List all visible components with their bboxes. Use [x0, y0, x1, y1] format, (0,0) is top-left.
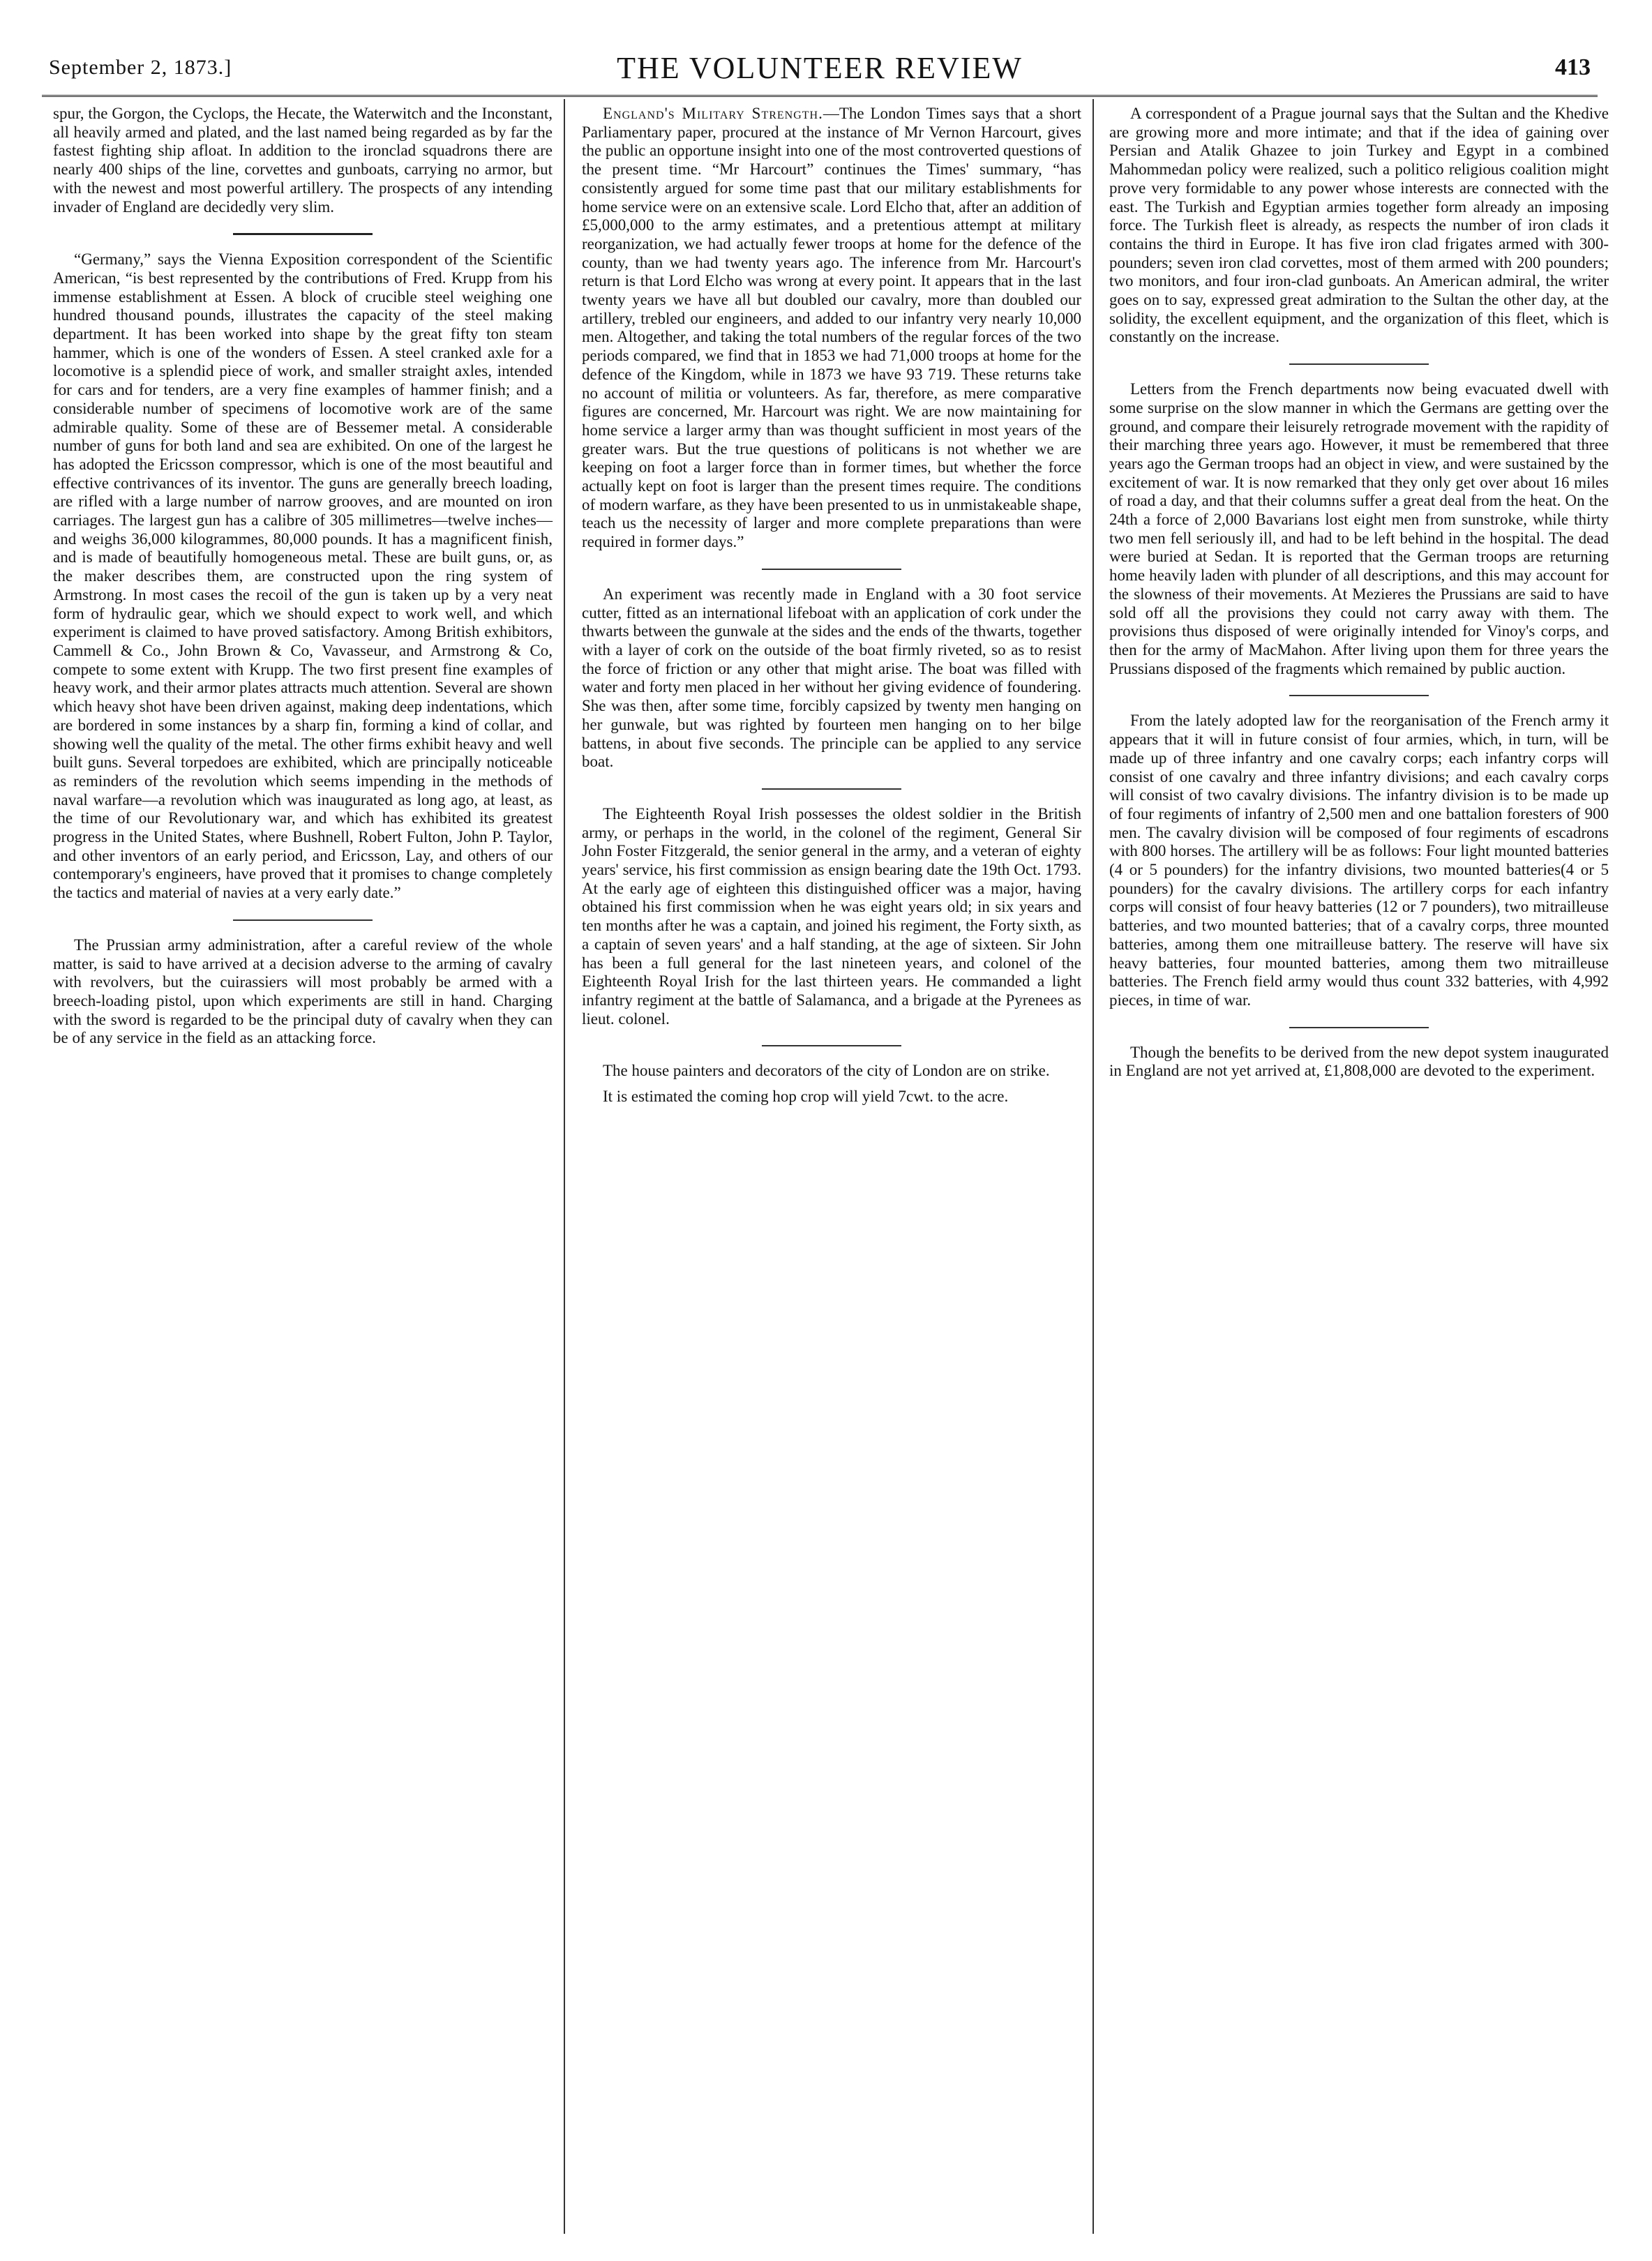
separator-rule	[233, 919, 373, 921]
header-title: THE VOLUNTEER REVIEW	[617, 51, 1023, 85]
article-german-evacuation: Letters from the French departments now being evacuated dwell with some surprise on the slow manner in which the Germans are getting over the ground, and compare their leisurely retrograde movement with the rapidity of their marching three years ago. However, it must be remembered that three years ago the German troops had an object in view, and were sustained by the excitement of war. It is now remarked that they only get over about 16 miles of road a day, and that their columns suffer a great deal from the heat. On the 24th a force of 2,000 Bavarians lost eight men from sunstroke, while thirty two men fell seriously ill, and had to be left behind in the hospital. The dead were buried at Sedan. It is reported that the German troops are returning home heavily laden with plunder of all descriptions, and this may account for the slowness of their movements. At Mezieres the Prussians are said to have sold off all the provisions they could not carry away with them. The provisions thus disposed of were originally intended for Vinoy's corps, and then for the army of MacMahon. After living upon them for three years the Prussians disposed of the fragments which remained by public auction.	[1109, 380, 1609, 677]
separator-rule	[1289, 363, 1429, 365]
page-header	[42, 50, 1598, 92]
article-painters-strike: The house painters and decorators of the city of London are on strike.	[603, 1062, 1050, 1080]
separator-rule	[1289, 1027, 1429, 1028]
article-england-military-strength	[582, 105, 1081, 552]
separator-rule	[233, 233, 373, 235]
article-lifeboat-experiment: An experiment was recently made in England with a 30 foot service cutter, fitted as an international lifeboat with an application of cork under the thwarts between the gunwale at the sides and the ends of the thwarts, together with a layer of cork on the outside of the boat firmly riveted, so as to resist the force of friction or any other that might arise. The boat was filled with water and forty men placed in her without her giving evidence of foundering. She was then, after some time, forcibly capsized by twenty men hanging on her gunwale, but was righted by fourteen men hanging on to her bilge battens, in about five seconds. The principle can be applied to any service boat.	[582, 585, 1081, 771]
article-hop-crop: It is estimated the coming hop crop will yield 7cwt. to the acre.	[603, 1088, 1009, 1106]
column-rule-1	[564, 99, 565, 2234]
header-page-number: 413	[1555, 54, 1591, 80]
article-sultan-khedive: A correspondent of a Prague journal says that the Sultan and the Khedive are growing more and more intimate; and that if the idea of gaining over Persian and Atalik Ghazee to join Turkey and Egypt in a combined Mahommedan policy were realized, such a politico religious coalition might prove very formidable to any power whose interests are connected with the east. The Turkish and Egyptian armies together form already an imposing force. The Turkish fleet is already, as respects the number of iron clads it contains the third in Europe. It has five iron clad frigates armed with 300-pounders; seven iron clad corvettes, most of them armed with 200 pounders; two monitors, and four iron-clad gunboats. An American admiral, the writer goes on to say, expressed great admiration to the Sultan the other day, at the solidity, the excellent equipment, and the organization of this fleet, which is constantly on the increase.	[1109, 105, 1609, 346]
article-prussian-cavalry: The Prussian army administration, after a careful review of the whole matter, is said to have arrived at a decision adverse to the arming of cavalry with revolvers, but the cuirassiers will most probably be armed with a breech-loading pistol, upon which experiments are still in hand. Charging with the sword is regarded to be the principal duty of cavalry when they can be of any service in the field as an attacking force.	[53, 936, 553, 1047]
column-1	[53, 105, 553, 1048]
header-date: September 2, 1873.]	[49, 56, 232, 79]
article-oldest-soldier: The Eighteenth Royal Irish possesses the oldest soldier in the British army, or perhaps in the world, in the colonel of the regiment, General Sir John Foster Fitzgerald, the senior general in the army, and a veteran of eighty years' service, his first commission as ensign bearing date the 19th Oct. 1793. At the early age of eighteen this distinguished officer was a major, having obtained his first commission when he was eight years old; in six years and ten months after he was a captain, and joined his regiment, the Forty sixth, as a captain of seven years' and a half standing, at the age of sixteen. Sir John has been a full general for the last nineteen years, and colonel of the Eighteenth Royal Irish for the last thirteen years. He commanded a light infantry regiment at the battle of Salamanca, and a brigade at the Pyrenees as lieut. colonel.	[582, 804, 1081, 1028]
column-rule-2	[1092, 99, 1094, 2234]
separator-rule	[762, 569, 901, 570]
separator-rule	[1289, 695, 1429, 696]
column-3	[1109, 105, 1609, 1081]
column-2	[582, 105, 1081, 1106]
article-french-army-reorganisation: From the lately adopted law for the reorganisation of the French army it appears that it will in future consist of four armies, which, in turn, will be made up of three infantry and one cavalry corps; each infantry corps will consist of one cavalry and three infantry divisions; and each cavalry corps will consist of two cavalry divisions. The infantry division is to be made up of four regiments of infantry of 2,500 men and one battalion foresters of 900 men. The cavalry division will be composed of four regiments of escadrons with 800 horses. The artillery will be as follows: Four light mounted batteries (4 or 5 pounders) for the infantry divisions, two mounted batteries(4 or 5 pounders) for the cavalry divisions. The artillery corps for each infantry corps will consist of four heavy batteries (12 or 7 pounders), two mitrailleuse batteries, and two mounted batteries; that of a cavalry corps, three mounted batteries, among them one mitrailleuse battery. The reserve will have six heavy batteries, four mounted batteries, among them two mitrailleuse batteries. The French field army would thus count 332 batteries, with 4,992 pieces, in time of war.	[1109, 712, 1609, 1009]
header-rule	[42, 95, 1598, 97]
separator-rule	[762, 1045, 901, 1046]
article-depot-system: Though the benefits to be derived from the new depot system inaugurated in England are not yet arrived at, £1,808,000 are devoted to the experiment.	[1109, 1043, 1609, 1080]
article-ironclads-continued: spur, the Gorgon, the Cyclops, the Hecate, the Waterwitch and the Inconstant, all heavily armed and plated, and the last named being regarded as by far the fastest fighting ship afloat. In addition to the ironclad squadrons there are nearly 400 ships of the line, corvettes and gunboats, carrying no armor, but with the newest and most powerful artillery. The prospects of any intending invader of England are decidedly very slim.	[53, 105, 553, 216]
article-heading: England's Military Strength.	[603, 105, 823, 122]
article-body: —The London Times says that a short Parliamentary paper, procured at the instance of Mr Vernon Harcourt, gives the public an opportune insight into one of the most controverted questions of the present time. “Mr Harcourt” continues the Times' summary, “has consistently argued for some time past that our military establishments for home service were on an extensive scale. Lord Elcho that, after an addition of £5,000,000 to the army estimates, and a pretentious attempt at military reorganization, we had actually fewer troops at home for the defence of the county, than we had twenty years ago. The inference from Mr. Harcourt's return is that Lord Elcho was wrong at every point. It appears that in the last twenty years we have all but doubled our cavalry, more than doubled our artillery, trebled our engineers, and added to our infantry very nearly 10,000 men. Altogether, and taking the total numbers of the regular forces of the two periods compared, we find that in 1853 we had 71,000 troops at home for the defence of the Kingdom, while in 1873 we have 93 719. These returns take no account of militia or volunteers. As far, therefore, as mere comparative figures are concerned, Mr. Harcourt was right. We are now maintaining for home service a larger army than was thought sufficient in most years of the greater wars. But the true questions of politicans is not whether we are keeping on foot a larger force than in former times, but whether the force actually kept on foot is larger than the present times require. The conditions of modern warfare, as they have been presented to us in unmistakeable shape, teach us the necessity of larger and more complete preparations than were required in former days.”	[582, 105, 1081, 551]
separator-rule	[762, 788, 901, 790]
article-krupp-exhibition: “Germany,” says the Vienna Exposition correspondent of the Scientific American, “is best represented by the contributions of Fred. Krupp from his immense establishment at Essen. A block of crucible steel weighing one hundred thousand pounds, illustrates the capacity of the steel making department. It has been worked into shape by the great fifty ton steam hammer, which is one of the wonders of Essen. A steel cranked axle for a locomotive is a splendid piece of work, and smaller straight axles, intended for cars and for tenders, are a very fine examples of hammer finish; and a considerable number of specimens of locomotive work are of the same admirable quality. Some of these are of Bessemer metal. A considerable number of guns for both land and sea are exhibited. On one of the largest he has adopted the Ericsson compressor, which is one of the most beautiful and effective contrivances of its inventor. The guns are generally breech loading, are rifled with a large number of narrow grooves, and are mounted on iron carriages. The largest gun has a calibre of 305 millimetres—twelve inches—and weighs 36,000 kilogrammes, 80,000 pounds. It has a magnificent finish, and is made of beautifully homogeneous metal. These are built guns, or, as the maker describes them, are constructed upon the ring system of Armstrong. In most cases the recoil of the gun is taken up by a very neat form of hydraulic gear, which we should expect to work well, and which experiment is claimed to have proved satisfactory. Among British exhibitors, Cammell & Co., John Brown & Co, Vavasseur, and Armstrong & Co, compete to some extent with Krupp. The two first present fine examples of heavy work, and their armor plates attracts much attention. Several are shown which heavy shot have been driven against, making deep indentations, which are bordered in some instances by a sharp fin, forming a kind of collar, and showing well the quality of the metal. The other firms exhibit heavy and well built guns. Several torpedoes are exhibited, which are principally noticeable as reminders of the revolution which seems impending in the methods of naval warfare—a revolution which was inaugurated as long ago, at least, as the time of our Revolutionary war, and which has exhibited its greatest progress in the United States, where Bushnell, Robert Fulton, John P. Taylor, and other inventors of an early period, and Ericsson, Lay, and others of our contemporary's engineers, have proved that it promises to change completely the tactics and material of navies at a very early date.”	[53, 250, 553, 902]
